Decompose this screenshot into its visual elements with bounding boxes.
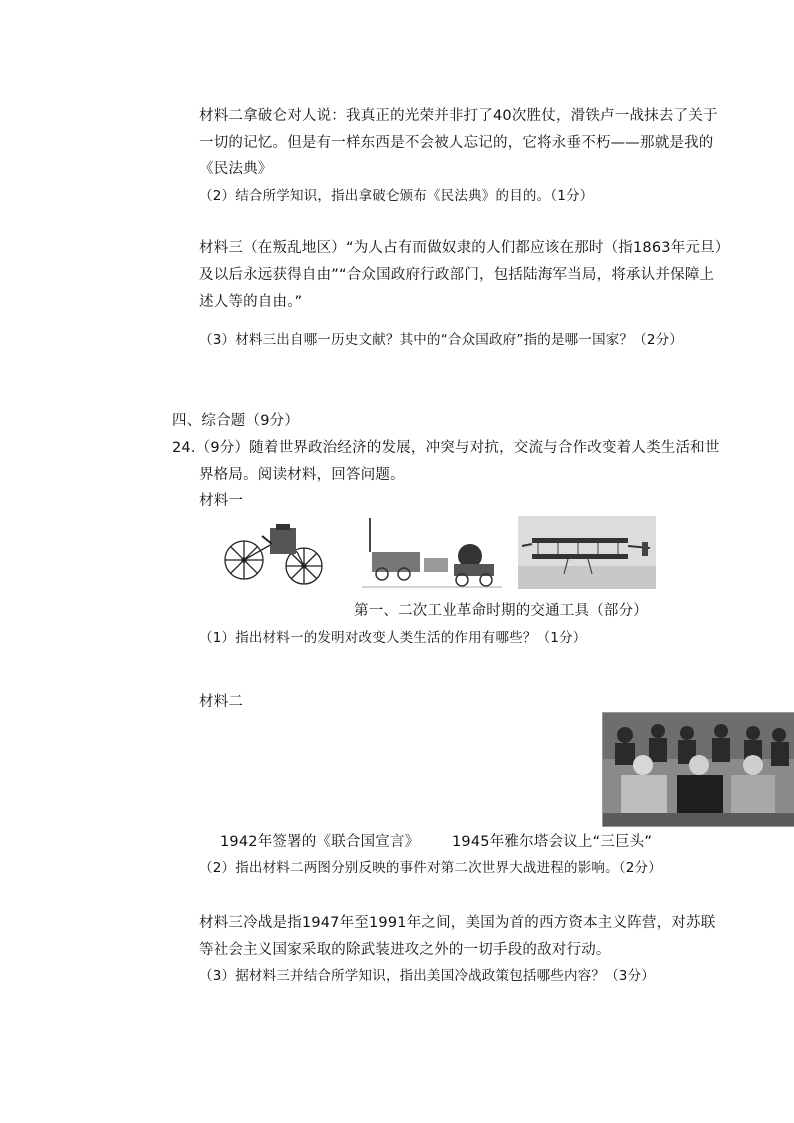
question-3-emancipation: （3）材料三出自哪一历史文献？其中的“合众国政府”指的是哪一国家？（2分） xyxy=(199,332,684,348)
material3-cold-war-line2: 等社会主义国家采取的除武装进攻之外的一切手段的敌对行动。 xyxy=(199,942,611,958)
material3-line2: 及以后永远获得自由”“合众国政府行政部门，包括陆海军当局，将承认并保障上 xyxy=(199,267,715,283)
question-2-napoleon: （2）结合所学知识，指出拿破仑颁布《民法典》的目的。（1分） xyxy=(199,188,594,204)
section-4-heading: 四、综合题（9分） xyxy=(172,413,300,429)
material3-cold-war-line1: 材料三冷战是指1947年至1991年之间，美国为首的西方资本主义阵营，对苏联 xyxy=(199,915,716,931)
material2-caption-declaration: 1942年签署的《联合国宣言》 xyxy=(220,834,420,850)
material2-caption-yalta: 1945年雅尔塔会议上“三巨头” xyxy=(452,834,653,850)
material2-line3: 《民法典》 xyxy=(199,161,273,177)
question-1-transport: （1）指出材料一的发明对改变人类生活的作用有哪些？（1分） xyxy=(199,630,587,646)
material2-line1: 材料二拿破仑对人说：我真正的光荣并非打了40次胜仗，滑铁卢一战抹去了关于 xyxy=(199,108,718,124)
wright-flyer-image xyxy=(518,516,656,589)
yalta-big-three-photo xyxy=(602,712,794,827)
question-24-line2: 界格局。阅读材料，回答问题。 xyxy=(199,467,405,483)
material2-label: 材料二 xyxy=(199,694,244,710)
material1-label: 材料一 xyxy=(199,493,244,509)
steam-locomotive-image xyxy=(362,512,502,590)
benz-motorwagen-image xyxy=(222,522,328,590)
question-24-line1: 24.（9分）随着世界政治经济的发展，冲突与对抗，交流与合作改变着人类生活和世 xyxy=(172,440,720,456)
material3-line1: 材料三（在叛乱地区）“为人占有而做奴隶的人们都应该在那时（指1863年元旦） xyxy=(199,240,730,256)
question-2-ww2: （2）指出材料二两图分别反映的事件对第二次世界大战进程的影响。（2分） xyxy=(199,860,662,876)
material2-line2: 一切的记忆。但是有一样东西是不会被人忘记的，它将永垂不朽——那就是我的 xyxy=(199,135,714,151)
material3-line3: 述人等的自由。” xyxy=(199,294,303,310)
question-3-cold-war: （3）据材料三并结合所学知识，指出美国冷战政策包括哪些内容？（3分） xyxy=(199,968,655,984)
material1-caption: 第一、二次工业革命时期的交通工具（部分） xyxy=(354,603,648,619)
